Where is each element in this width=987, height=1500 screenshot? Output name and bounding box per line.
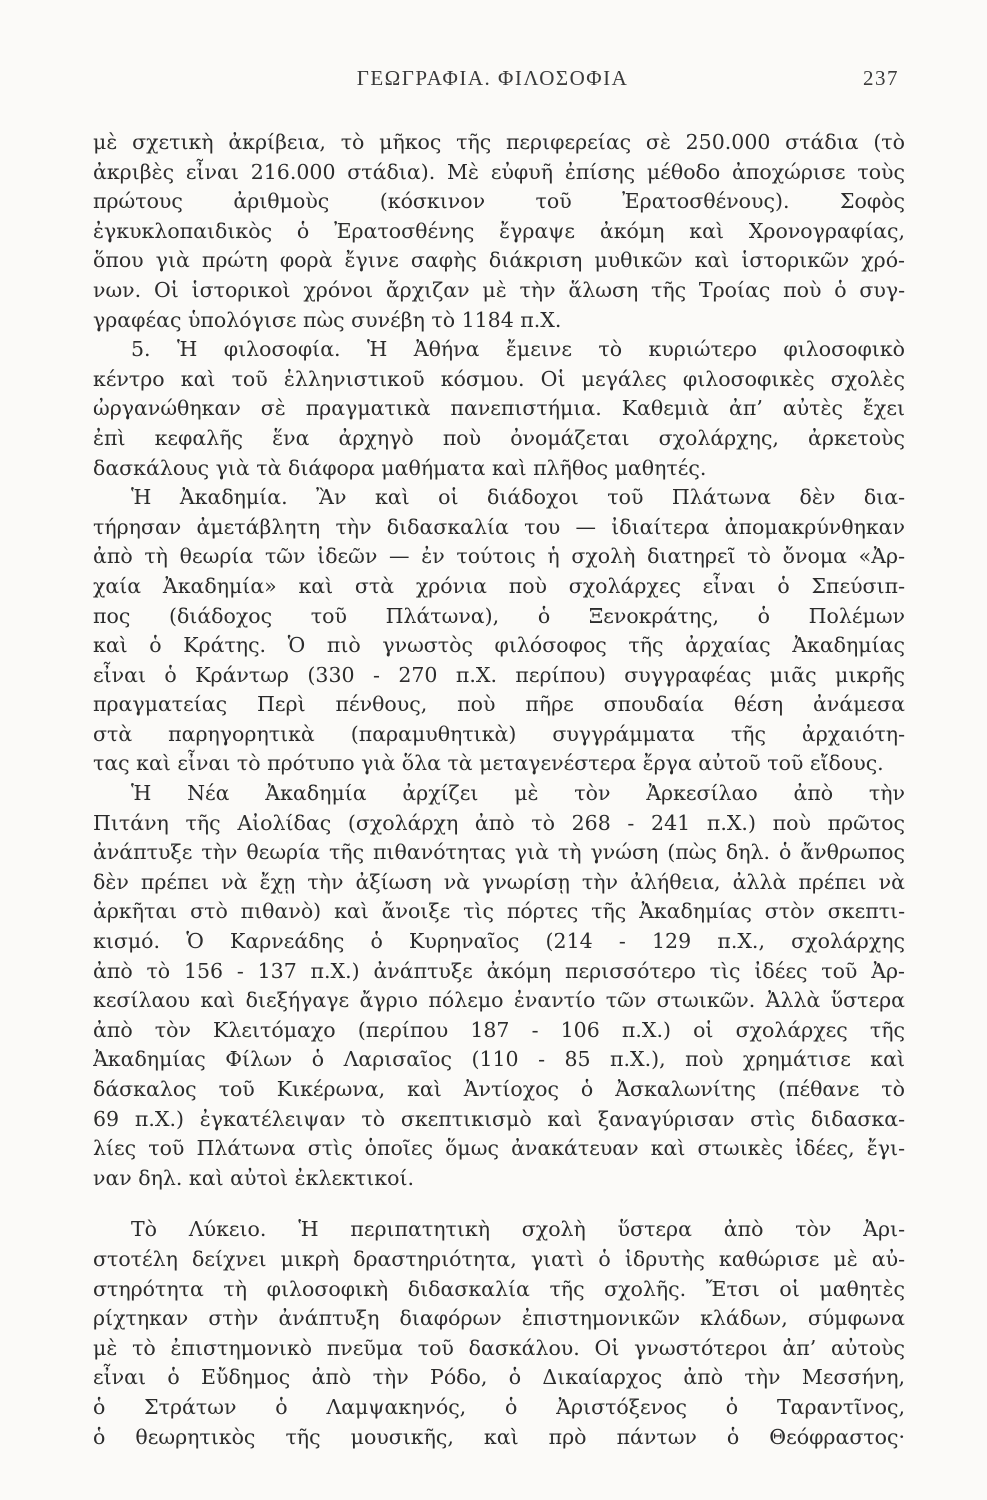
text-line: δὲν πρέπει νὰ ἔχῃ τὴν ἀξίωση νὰ γνωρίσῃ τὴν ἀλήθεια, ἀλλὰ πρέπει νὰ [93,869,905,894]
text-line: ὅπου γιὰ πρώτη φορὰ ἔγινε σαφὴς διάκριση μυθικῶν καὶ ἱστορικῶν χρό- [93,248,905,273]
page-number: 237 [863,66,899,90]
text-line: ὁ θεωρητικὸς τῆς μουσικῆς, καὶ πρὸ πάντων ὁ Θεόφραστος· [93,1424,905,1449]
text-line: τας καὶ εἶναι τὸ πρότυπο γιὰ ὅλα τὰ μεταγενέστερα ἔργα αὐτοῦ τοῦ εἴδους. [93,751,884,776]
text-line: ναν δηλ. καὶ αὐτοὶ ἐκλεκτικοί. [93,1165,415,1190]
text-line: ἀρκῆται στὸ πιθανὸ) καὶ ἄνοιξε τὶς πόρτες τῆς Ἀκαδημίας στὸν σκεπτι- [93,899,905,924]
text-line: πρώτους ἀριθμοὺς (κόσκινον τοῦ Ἐρατοσθένους). Σοφὸς [93,189,905,214]
running-title: ΓΕΩΓΡΑΦΙΑ. ΦΙΛΟΣΟΦΙΑ [356,66,629,90]
text-line: δασκάλους γιὰ τὰ διάφορα μαθήματα καὶ πλῆθος μαθητές. [93,455,707,480]
text-line: 69 π.Χ.) ἐγκατέλειψαν τὸ σκεπτικισμὸ καὶ ξαναγύρισαν στὶς διδασκα- [93,1106,905,1131]
text-line: τήρησαν ἀμετάβλητη τὴν διδασκαλία του — ἰδιαίτερα ἀπομακρύνθηκαν [93,514,905,539]
body-text [93,128,905,1452]
text-line: μὲ σχετικὴ ἀκρίβεια, τὸ μῆκος τῆς περιφερείας σὲ 250.000 στάδια (τὸ [93,130,905,154]
text-line: 5. Ἡ φιλοσοφία. Ἡ Ἀθήνα ἔμεινε τὸ κυριώτερο φιλοσοφικὸ [131,337,905,362]
text-line: ἀνάπτυξε τὴν θεωρία τῆς πιθανότητας γιὰ τὴ γνώση (πὼς δηλ. ὁ ἄνθρωπος [93,840,905,865]
text-line: νων. Οἱ ἱστορικοὶ χρόνοι ἄρχιζαν μὲ τὴν ἅλωση τῆς Τροίας ποὺ ὁ συγ- [93,277,905,302]
text-line: γραφέας ὑπολόγισε πὼς συνέβη τὸ 1184 π.Χ. [93,307,562,332]
text-line: πραγματείας Περὶ πένθους, ποὺ πῆρε σπουδαία θέση ἀνάμεσα [93,692,905,717]
text-line: χαία Ἀκαδημία» καὶ στὰ χρόνια ποὺ σχολάρχες εἶναι ὁ Σπεύσιπ- [93,573,905,598]
running-header [86,66,899,100]
text-line: Ἡ Ἀκαδημία. Ἂν καὶ οἱ διάδοχοι τοῦ Πλάτωνα δὲν δια- [131,485,905,510]
text-line: ἐγκυκλοπαιδικὸς ὁ Ἐρατοσθένης ἔγραψε ἀκόμη καὶ Χρονογραφίας, [93,218,905,243]
text-line: λίες τοῦ Πλάτωνα στὶς ὁποῖες ὅμως ἀνακάτευαν καὶ στωικὲς ἰδέες, ἔγι- [93,1136,905,1161]
text-line: ὁ Στράτων ὁ Λαμψακηνός, ὁ Ἀριστόξενος ὁ Ταραντῖνος, [93,1394,905,1419]
text-line: Ἡ Νέα Ἀκαδημία ἀρχίζει μὲ τὸν Ἀρκεσίλαο ἀπὸ τὴν [131,781,905,806]
text-line: ἀκριβὲς εἶναι 216.000 στάδια). Μὲ εὐφυῆ ἐπίσης μέθοδο ἀποχώρισε τοὺς [93,159,905,184]
text-line: καὶ ὁ Κράτης. Ὁ πιὸ γνωστὸς φιλόσοφος τῆς ἀρχαίας Ἀκαδημίας [93,633,905,658]
text-line: στηρότητα τὴ φιλοσοφικὴ διδασκαλία τῆς σχολῆς. Ἔτσι οἱ μαθητὲς [93,1276,905,1301]
text-line: Πιτάνη τῆς Αἰολίδας (σχολάρχη ἀπὸ τὸ 268 - 241 π.Χ.) ποὺ πρῶτος [93,810,905,835]
text-line: κέντρο καὶ τοῦ ἑλληνιστικοῦ κόσμου. Οἱ μεγάλες φιλοσοφικὲς σχολὲς [93,366,905,391]
text-line: δάσκαλος τοῦ Κικέρωνα, καὶ Ἀντίοχος ὁ Ἀσκαλωνίτης (πέθανε τὸ [93,1077,905,1101]
text-line: Τὸ Λύκειο. Ἡ περιπατητικὴ σχολὴ ὕστερα ἀπὸ τὸν Ἀρι- [131,1217,905,1242]
text-line: ἀπὸ τὸ 156 - 137 π.Χ.) ἀνάπτυξε ἀκόμη περισσότερο τὶς ἰδέες τοῦ Ἀρ- [93,958,905,983]
text-line: μὲ τὸ ἐπιστημονικὸ πνεῦμα τοῦ δασκάλου. Οἱ γνωστότεροι ἀπ’ αὐτοὺς [93,1335,905,1360]
text-line: ἐπὶ κεφαλῆς ἕνα ἀρχηγὸ ποὺ ὀνομάζεται σχολάρχης, ἀρκετοὺς [93,425,905,450]
text-line: εἶναι ὁ Εὔδημος ἀπὸ τὴν Ρόδο, ὁ Δικαίαρχος ἀπὸ τὴν Μεσσήνη, [93,1365,905,1390]
text-line: στὰ παρηγορητικὰ (παραμυθητικὰ) συγγράμματα τῆς ἀρχαιότη- [93,721,905,746]
text-line: ἀπὸ τὸν Κλειτόμαχο (περίπου 187 - 106 π.Χ.) οἱ σχολάρχες τῆς [93,1017,905,1042]
text-line: κισμό. Ὁ Καρνεάδης ὁ Κυρηναῖος (214 - 129 π.Χ., σχολάρχης [93,929,905,954]
text-line: εἶναι ὁ Κράντωρ (330 - 270 π.Χ. περίπου) συγγραφέας μιᾶς μικρῆς [93,662,905,687]
text-line: πος (διάδοχος τοῦ Πλάτωνα), ὁ Ξενοκράτης, ὁ Πολέμων [93,603,905,628]
text-line: στοτέλη δείχνει μικρὴ δραστηριότητα, γιατὶ ὁ ἱδρυτὴς καθώρισε μὲ αὐ- [93,1246,905,1271]
text-line: ὠργανώθηκαν σὲ πραγματικὰ πανεπιστήμια. Καθεμιὰ ἀπ’ αὐτὲς ἔχει [93,396,905,421]
text-line: ἀπὸ τὴ θεωρία τῶν ἰδεῶν — ἐν τούτοις ἡ σχολὴ διατηρεῖ τὸ ὄνομα «Ἀρ- [93,544,905,569]
text-line: κεσίλαου καὶ διεξήγαγε ἄγριο πόλεμο ἐναντίο τῶν στωικῶν. Ἀλλὰ ὕστερα [93,988,905,1013]
text-line: Ἀκαδημίας Φίλων ὁ Λαρισαῖος (110 - 85 π.Χ.), ποὺ χρημάτισε καὶ [93,1047,905,1072]
text-line: ρίχτηκαν στὴν ἀνάπτυξη διαφόρων ἐπιστημονικῶν κλάδων, σύμφωνα [93,1306,905,1331]
